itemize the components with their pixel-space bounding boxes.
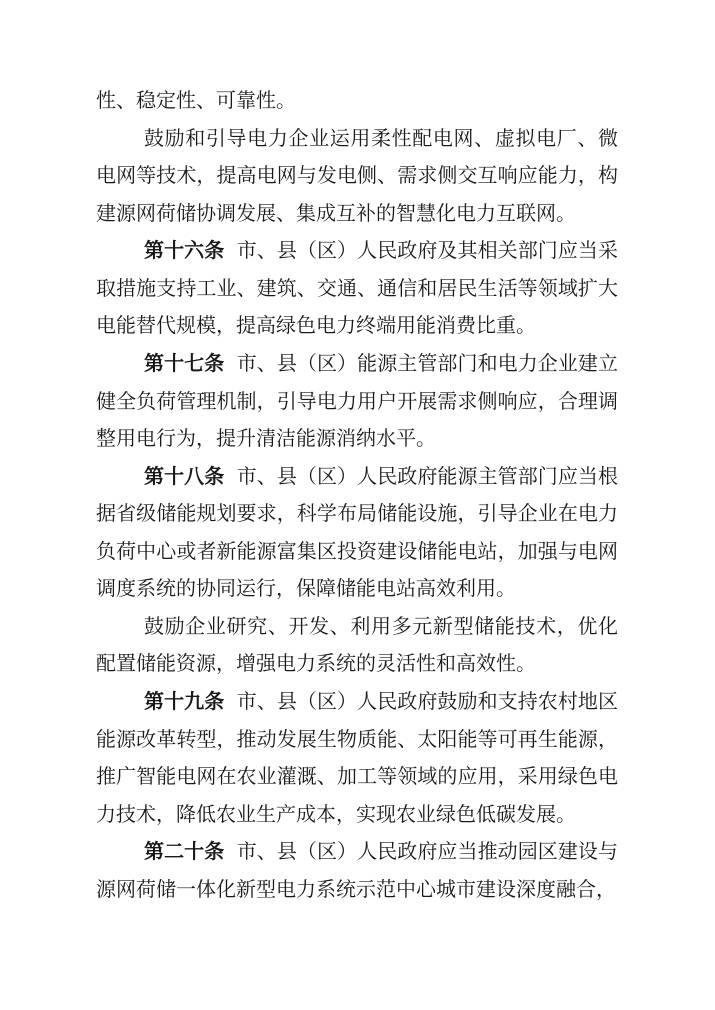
document-content	[96, 83, 618, 909]
article-number: 第十八条	[144, 465, 225, 488]
paragraph-text: 市、县（区）人民政府应当推动园区建设与源网荷储一体化新型电力系统示范中心城市建设深度融合，	[96, 841, 619, 901]
article-paragraph	[96, 346, 618, 459]
article-paragraph	[96, 459, 618, 609]
paragraph-text: 市、县（区）人民政府及其相关部门应当采取措施支持工业、建筑、交通、通信和居民生活等领域扩大电能替代规模，提高绿色电力终端用能消费比重。	[96, 240, 619, 338]
article-number: 第十九条	[144, 691, 225, 713]
paragraph-text: 鼓励企业研究、开发、利用多元新型储能技术，优化配置储能资源，增强电力系统的灵活性和高效性。	[96, 615, 618, 676]
paragraph-text: 市、县（区）人民政府鼓励和支持农村地区能源改革转型，推动发展生物质能、太阳能等可再生能源，推广智能电网在农业灌溉、加工等领域的应用，采用绿色电力技术，降低农业生产成本，实现农业绿色低碳发展。	[96, 691, 619, 826]
article-paragraph	[96, 233, 618, 346]
article-number: 第十六条	[144, 240, 225, 263]
article-paragraph	[96, 684, 618, 834]
article-number: 第十七条	[144, 352, 225, 375]
body-paragraph	[96, 609, 618, 684]
paragraph-text: 鼓励和引导电力企业运用柔性配电网、虚拟电厂、微电网等技术，提高电网与发电侧、需求侧交互响应能力，构建源网荷储协调发展、集成互补的智慧化电力互联网。	[96, 127, 618, 225]
body-paragraph	[96, 121, 618, 234]
body-paragraph	[96, 83, 618, 121]
article-number: 第二十条	[144, 841, 225, 864]
paragraph-text: 市、县（区）人民政府能源主管部门应当根据省级储能规划要求，科学布局储能设施，引导企业在电力负荷中心或者新能源富集区投资建设储能电站，加强与电网调度系统的协同运行，保障储能电站高效利用。	[96, 465, 619, 601]
article-paragraph	[96, 834, 618, 909]
paragraph-text: 性、稳定性、可靠性。	[96, 90, 296, 112]
paragraph-text: 市、县（区）能源主管部门和电力企业建立健全负荷管理机制，引导电力用户开展需求侧响应，合理调整用电行为，提升清洁能源消纳水平。	[96, 352, 619, 451]
